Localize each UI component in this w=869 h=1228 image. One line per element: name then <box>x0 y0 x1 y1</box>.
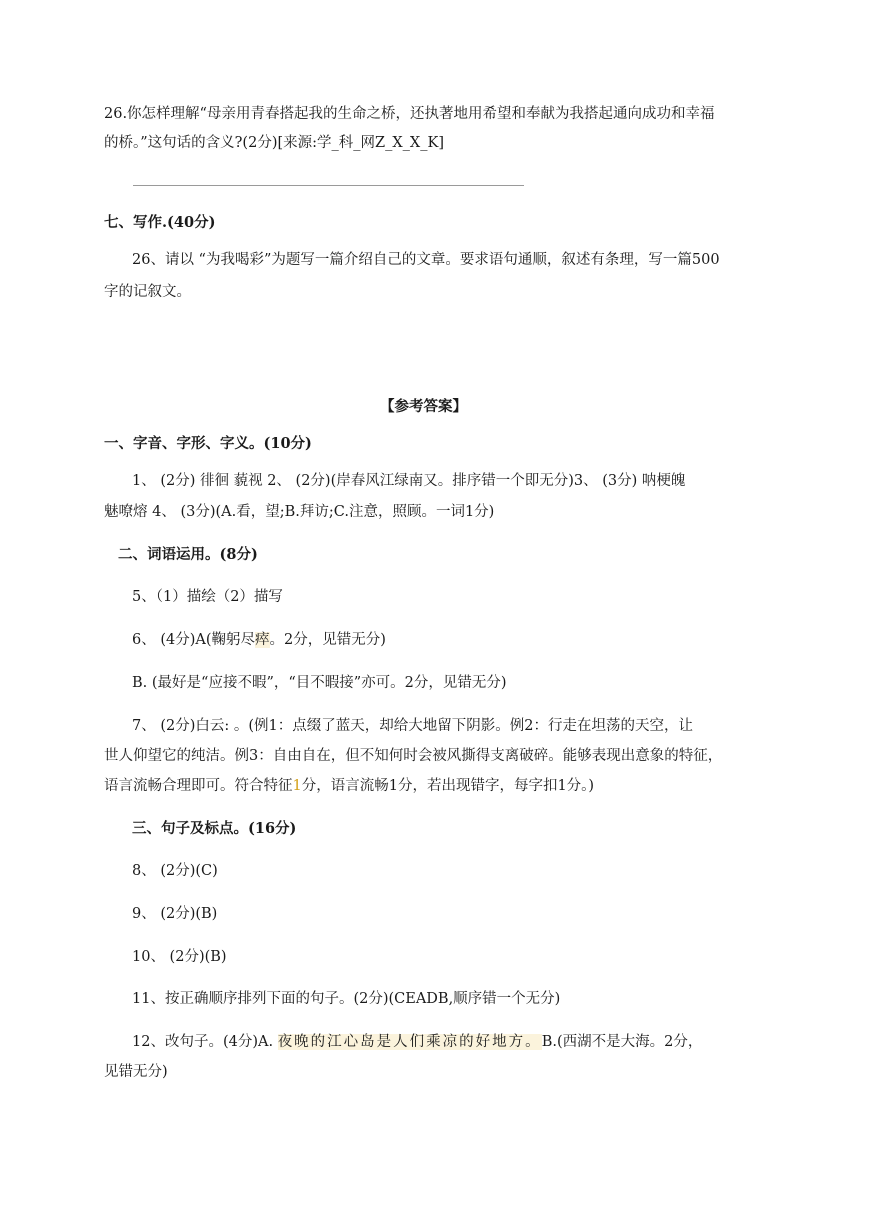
answer-q7-line1: 7、 (2分)白云: 。(例1：点缀了蓝天，却给大地留下阴影。例2：行走在坦荡的天空，让 <box>132 718 693 734</box>
answer-q5: 5、（1）描绘（2）描写 <box>132 589 283 605</box>
q26-prompt-line1: 26.你怎样理解“母亲用青春搭起我的生命之桥，还执著地用希望和奉献为我搭起通向成功和幸福 <box>104 106 715 122</box>
writing-heading: 七、写作.(40分) <box>104 214 216 231</box>
writing-prompt-line1: 26、请以 “为我喝彩”为题写一篇介绍自己的文章。要求语句通顺，叙述有条理，写一篇500 <box>132 252 720 268</box>
answer-q12-line1 <box>132 1032 702 1052</box>
writing-prompt-line2: 字的记叙文。 <box>104 284 191 300</box>
answers-title: 【参考答案】 <box>380 398 467 415</box>
answer-q6-pre: 6、 (4分)A(鞠躬尽 <box>132 632 256 648</box>
answer-q9: 9、 (2分)(B) <box>132 906 218 922</box>
answer-q7-line3 <box>104 776 594 796</box>
section-1-line2: 魅嘹熔 4、 (3分)(A.看，望;B.拜访;C.注意，照顾。一词1分) <box>104 504 495 520</box>
answer-q7-line2: 世人仰望它的纯洁。例3：自由自在，但不知何时会被风撕得支离破碎。能够表现出意象的特征， <box>104 748 723 764</box>
answer-q10: 10、 (2分)(B) <box>132 949 227 965</box>
answer-q7-line3-post: 分，语言流畅1分，若出现错字，每字扣1分。) <box>301 778 595 794</box>
answer-q11: 11、按正确顺序排列下面的句子。(2分)(CEADB,顺序错一个无分) <box>132 991 561 1007</box>
answer-q12-post: B.(西湖不是大海。2分， <box>541 1034 703 1050</box>
answer-q6-post: 。2分，见错无分) <box>269 632 386 648</box>
section-1-line1: 1、 (2分) 徘徊 藐视 2、 (2分)(岸春风江绿南又。排序错一个即无分)3、 (3分) 呐梗魄 <box>132 473 686 489</box>
answer-q12-pre: 12、改句子。(4分)A. <box>132 1034 274 1050</box>
answer-q7-line3-pre: 语言流畅合理即可。符合特征 <box>104 778 293 794</box>
answer-q8: 8、 (2分)(C) <box>132 863 218 879</box>
answer-q7-line3-mark: 1 <box>292 778 302 794</box>
answer-blank-line <box>133 185 524 186</box>
section-2-heading: 二、词语运用。(8分) <box>118 546 258 563</box>
answer-q12-highlight: 夜晚的江心岛是人们乘凉的好地方。 <box>277 1034 542 1050</box>
answer-q12-line2: 见错无分) <box>104 1064 168 1080</box>
answer-q6 <box>132 630 386 650</box>
section-1-heading: 一、字音、字形、字义。(10分) <box>104 435 312 452</box>
answer-q6-mark: 瘁 <box>255 632 270 648</box>
q26-prompt-line2: 的桥。”这句话的含义?(2分)[来源:学_科_网Z_X_X_K] <box>104 135 444 151</box>
answer-q6b: B. (最好是“应接不暇”，“目不暇接”亦可。2分，见错无分) <box>132 675 507 691</box>
section-3-heading: 三、句子及标点。(16分) <box>132 820 297 837</box>
